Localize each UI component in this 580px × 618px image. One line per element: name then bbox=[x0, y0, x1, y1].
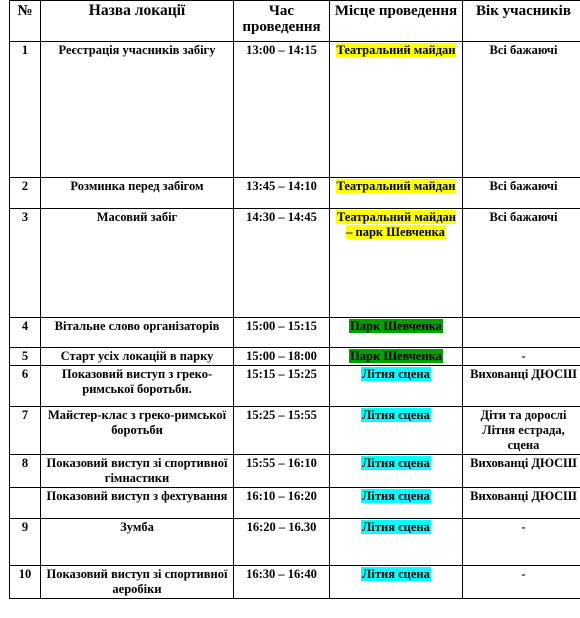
row-number: 1 bbox=[10, 42, 41, 178]
row-number: 8 bbox=[10, 455, 41, 488]
table-row bbox=[10, 407, 580, 455]
table-row bbox=[10, 178, 580, 209]
row-time: 13:00 – 14:15 bbox=[234, 42, 330, 178]
row-location-name: Масовий забіг bbox=[41, 209, 234, 318]
row-place-cell bbox=[330, 348, 463, 366]
row-number: 7 bbox=[10, 407, 41, 455]
row-age: - bbox=[463, 566, 580, 599]
row-time: 15:25 – 15:55 bbox=[234, 407, 330, 455]
row-location-name: Вітальне слово організаторів bbox=[41, 318, 234, 348]
table-row bbox=[10, 348, 580, 366]
row-place: Парк Шевченка bbox=[350, 349, 442, 363]
row-place: Літня сцена bbox=[362, 489, 430, 503]
row-place-cell bbox=[330, 42, 463, 178]
row-age: Всі бажаючі bbox=[463, 209, 580, 318]
row-location-name: Розминка перед забігом bbox=[41, 178, 234, 209]
row-age: - bbox=[463, 519, 580, 566]
row-number bbox=[10, 488, 41, 519]
row-number: 10 bbox=[10, 566, 41, 599]
row-time: 13:45 – 14:10 bbox=[234, 178, 330, 209]
row-location-name: Старт усіх локацій в парку bbox=[41, 348, 234, 366]
row-location-name: Показовий виступ зі спортивної гімнастики bbox=[41, 455, 234, 488]
table-row bbox=[10, 566, 580, 599]
row-time: 15:00 – 18:00 bbox=[234, 348, 330, 366]
row-location-name: Зумба bbox=[41, 519, 234, 566]
header-number: № bbox=[10, 1, 41, 42]
row-number: 6 bbox=[10, 366, 41, 407]
row-place: Літня сцена bbox=[362, 408, 430, 422]
row-place-cell bbox=[330, 519, 463, 566]
table-row bbox=[10, 42, 580, 178]
row-age: - bbox=[463, 348, 580, 366]
row-age: Вихованці ДЮСШ bbox=[463, 455, 580, 488]
header-name: Назва локації bbox=[41, 1, 234, 42]
row-time: 16:20 – 16.30 bbox=[234, 519, 330, 566]
row-number: 4 bbox=[10, 318, 41, 348]
row-time: 15:15 – 15:25 bbox=[234, 366, 330, 407]
table-row bbox=[10, 209, 580, 318]
row-age: Вихованці ДЮСШ bbox=[463, 488, 580, 519]
header-age: Вік учасників bbox=[463, 1, 580, 42]
row-location-name: Показовий виступ зі спортивної аеробіки bbox=[41, 566, 234, 599]
row-place-cell bbox=[330, 318, 463, 348]
row-place: Театральний майдан bbox=[336, 179, 456, 193]
table-row bbox=[10, 318, 580, 348]
row-number: 2 bbox=[10, 178, 41, 209]
row-place-cell bbox=[330, 407, 463, 455]
row-age: Діти та дорослі Літня естрада, сцена bbox=[463, 407, 580, 455]
row-time: 16:10 – 16:20 bbox=[234, 488, 330, 519]
row-time: 16:30 – 16:40 bbox=[234, 566, 330, 599]
row-age bbox=[463, 318, 580, 348]
row-location-name: Показовий виступ з греко-римської боротьби. bbox=[41, 366, 234, 407]
row-location-name: Майстер-клас з греко-римської боротьби bbox=[41, 407, 234, 455]
row-time: 15:55 – 16:10 bbox=[234, 455, 330, 488]
table-row bbox=[10, 366, 580, 407]
schedule-table bbox=[9, 0, 580, 599]
table-row bbox=[10, 488, 580, 519]
row-time: 14:30 – 14:45 bbox=[234, 209, 330, 318]
table-row bbox=[10, 455, 580, 488]
row-age: Всі бажаючі bbox=[463, 178, 580, 209]
row-place-cell bbox=[330, 209, 463, 318]
row-place: Парк Шевченка bbox=[350, 319, 442, 333]
row-place: Театральний майдан – парк Шевченка bbox=[337, 210, 456, 239]
row-place-cell bbox=[330, 566, 463, 599]
row-place-cell bbox=[330, 455, 463, 488]
row-place: Театральний майдан bbox=[336, 43, 456, 57]
row-number: 3 bbox=[10, 209, 41, 318]
row-place-cell bbox=[330, 488, 463, 519]
row-place: Літня сцена bbox=[362, 367, 430, 381]
row-place-cell bbox=[330, 178, 463, 209]
row-location-name: Показовий виступ з фехтування bbox=[41, 488, 234, 519]
row-location-name: Реєстрація учасників забігу bbox=[41, 42, 234, 178]
table-row bbox=[10, 519, 580, 566]
row-time: 15:00 – 15:15 bbox=[234, 318, 330, 348]
header-place: Місце проведення bbox=[330, 1, 463, 42]
header-time: Час проведення bbox=[234, 1, 330, 42]
row-age: Вихованці ДЮСШ bbox=[463, 366, 580, 407]
row-number: 9 bbox=[10, 519, 41, 566]
row-place: Літня сцена bbox=[362, 567, 430, 581]
row-number: 5 bbox=[10, 348, 41, 366]
header-row bbox=[10, 1, 580, 42]
row-age: Всі бажаючі bbox=[463, 42, 580, 178]
row-place: Літня сцена bbox=[362, 520, 430, 534]
row-place-cell bbox=[330, 366, 463, 407]
table-body bbox=[10, 42, 580, 599]
row-place: Літня сцена bbox=[362, 456, 430, 470]
